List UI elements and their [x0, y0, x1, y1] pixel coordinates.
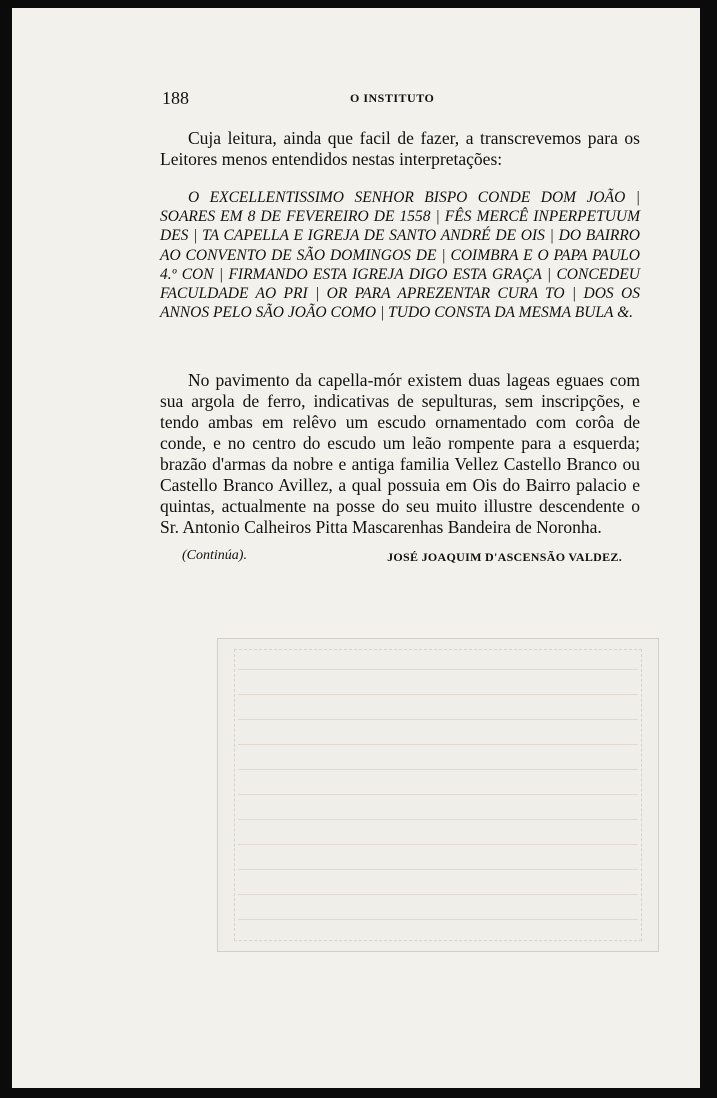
body-paragraph-text: No pavimento da capella-mór existem duas lageas eguaes com sua argola de ferro, indicativas de sepulturas, sem inscripções, e tendo ambas em relêvo um escudo ornamentado com corôa de conde, e no centro do escudo um leão rompente para a esquerda; brazão d'armas da nobre e antiga familia Vellez Castello Branco ou Castello Branco Avillez, a qual possuia em Ois do Bairro palacio e quintas, actualmente na posse do seu muito illustre descendente o Sr. Antonio Calheiros Pitta Mascarenhas Bandeira de Noronha.: [160, 370, 640, 537]
ghost-line: [238, 919, 638, 920]
ghost-line: [238, 744, 638, 745]
plate-border: [234, 649, 642, 941]
ghost-line: [238, 769, 638, 770]
ghost-line: [238, 669, 638, 670]
intro-paragraph: [160, 128, 640, 170]
inscription-plate-bleedthrough: [217, 638, 659, 952]
ghost-line: [238, 719, 638, 720]
continua-label: (Continúa).: [182, 548, 247, 563]
ghost-line: [238, 894, 638, 895]
ghost-line: [238, 869, 638, 870]
intro-text: Cuja leitura, ainda que facil de fazer, a transcrevemos para os Leitores menos entendidos nestas interpretações:: [160, 128, 640, 169]
journal-title: O INSTITUTO: [350, 91, 435, 105]
inscription-transcription: [160, 188, 640, 322]
document-page: [12, 8, 700, 1088]
body-paragraph: [160, 370, 640, 538]
ghost-line: [238, 794, 638, 795]
ghost-line: [238, 694, 638, 695]
page-number: 188: [162, 88, 189, 108]
ghost-line: [238, 844, 638, 845]
inscription-text: O EXCELLENTISSIMO SENHOR BISPO CONDE DOM JOÃO | SOARES EM 8 DE FEVEREIRO DE 1558 | FÊS MERCÊ INPERPETUUM DES | TA CAPELLA E IGREJA DE SANTO ANDRÉ DE OIS | DO BAIRRO AO CONVENTO DE SÃO DOMINGOS DE | COIMBRA E O PAPA PAULO 4.º CON | FIRMANDO ESTA IGREJA DIGO ESTA GRAÇA | CONCEDEU FACULDADE AO PRI | OR PARA APREZENTAR CURA TO | DOS OS ANNOS PELO SÃO JOÃO COMO | TUDO CONSTA DA MESMA BULA &.: [160, 189, 640, 322]
ghost-line: [238, 819, 638, 820]
author-signature: JOSÉ JOAQUIM D'ASCENSÃO VALDEZ.: [387, 550, 622, 564]
